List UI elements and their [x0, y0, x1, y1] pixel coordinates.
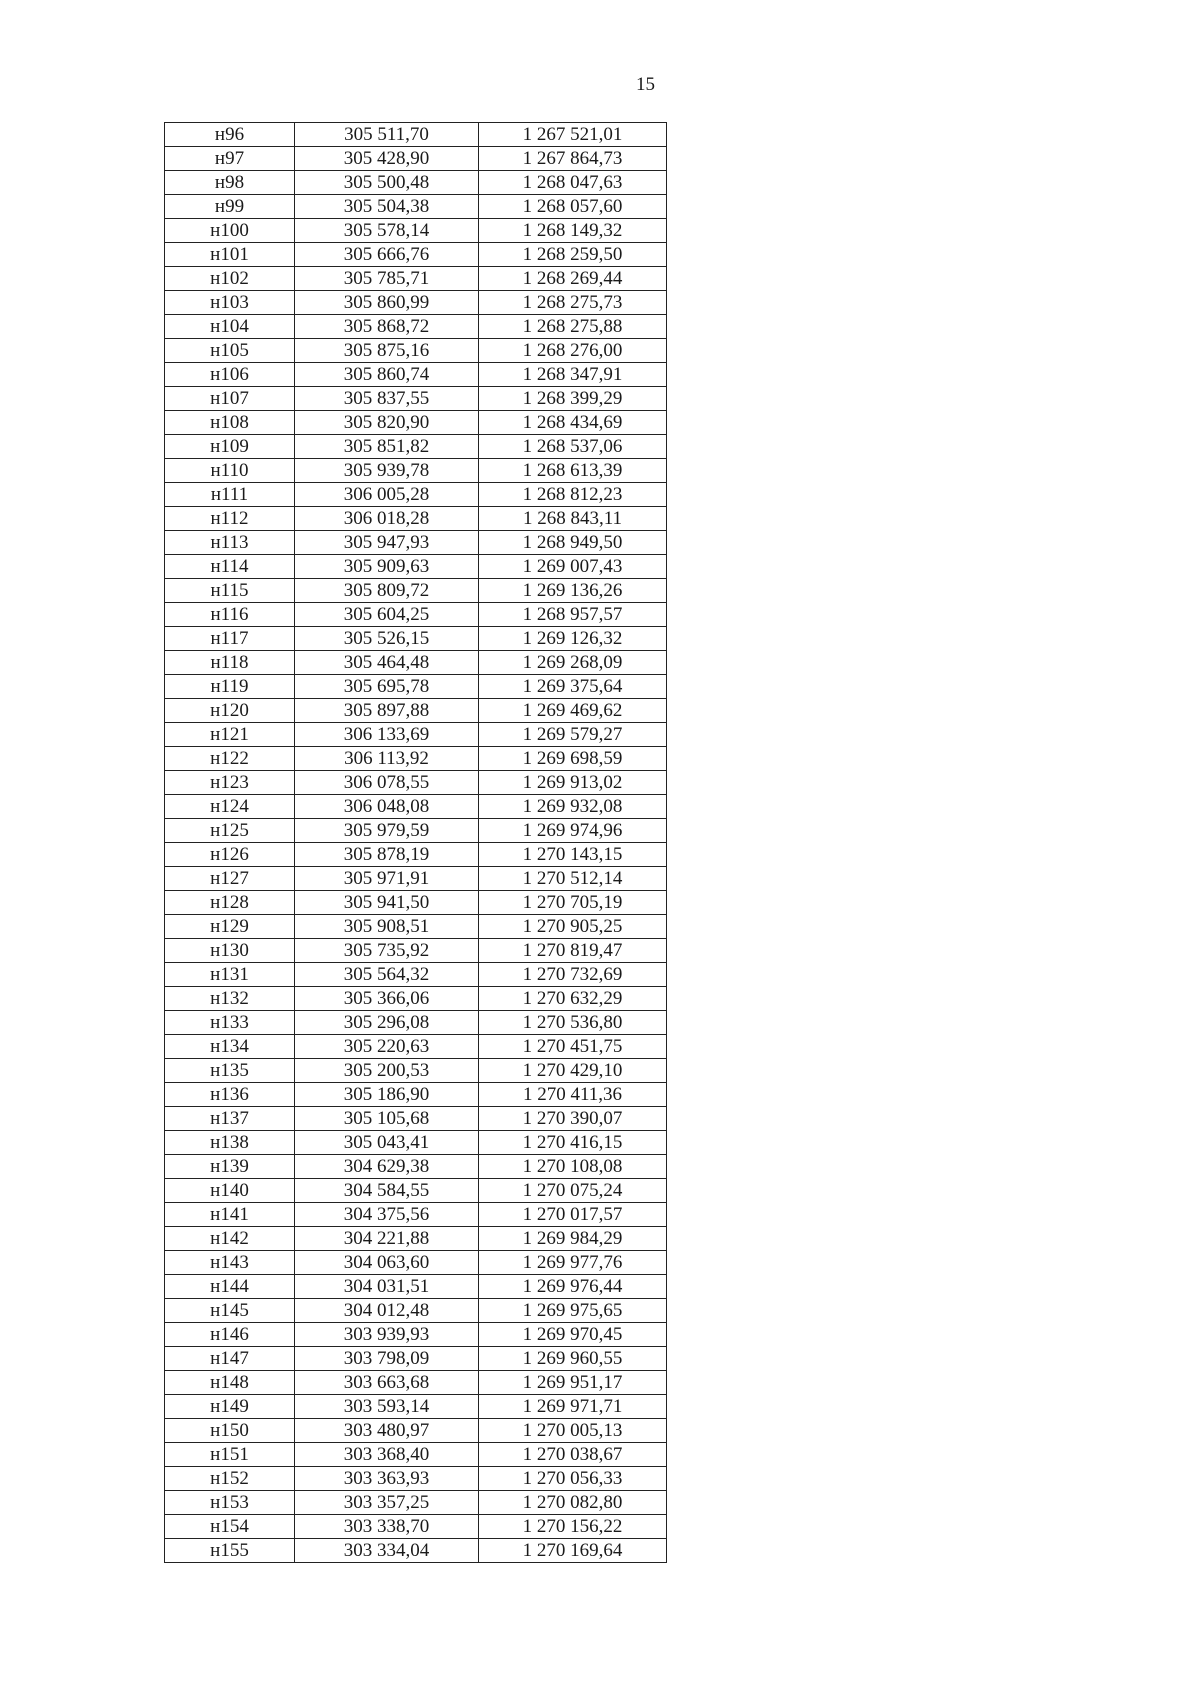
point-cell: н118 — [165, 651, 295, 675]
y-coordinate-cell: 1 270 451,75 — [479, 1035, 667, 1059]
coordinates-table — [164, 122, 667, 1563]
x-coordinate-cell: 303 663,68 — [295, 1371, 479, 1395]
table-row — [165, 1155, 667, 1179]
y-coordinate-cell: 1 268 949,50 — [479, 531, 667, 555]
y-coordinate-cell: 1 268 812,23 — [479, 483, 667, 507]
x-coordinate-cell: 303 593,14 — [295, 1395, 479, 1419]
table-row — [165, 1467, 667, 1491]
x-coordinate-cell: 303 368,40 — [295, 1443, 479, 1467]
point-cell: н150 — [165, 1419, 295, 1443]
table-row — [165, 1059, 667, 1083]
table-row — [165, 147, 667, 171]
table-row — [165, 627, 667, 651]
x-coordinate-cell: 306 113,92 — [295, 747, 479, 771]
table-row — [165, 243, 667, 267]
x-coordinate-cell: 305 878,19 — [295, 843, 479, 867]
point-cell: н130 — [165, 939, 295, 963]
x-coordinate-cell: 306 133,69 — [295, 723, 479, 747]
x-coordinate-cell: 305 897,88 — [295, 699, 479, 723]
y-coordinate-cell: 1 270 169,64 — [479, 1539, 667, 1563]
y-coordinate-cell: 1 269 975,65 — [479, 1299, 667, 1323]
table-row — [165, 1515, 667, 1539]
y-coordinate-cell: 1 270 536,80 — [479, 1011, 667, 1035]
table-row — [165, 603, 667, 627]
table-row — [165, 939, 667, 963]
point-cell: н114 — [165, 555, 295, 579]
point-cell: н117 — [165, 627, 295, 651]
y-coordinate-cell: 1 268 613,39 — [479, 459, 667, 483]
point-cell: н106 — [165, 363, 295, 387]
point-cell: н116 — [165, 603, 295, 627]
table-row — [165, 843, 667, 867]
table-row — [165, 1131, 667, 1155]
point-cell: н135 — [165, 1059, 295, 1083]
table-row — [165, 267, 667, 291]
x-coordinate-cell: 305 366,06 — [295, 987, 479, 1011]
point-cell: н100 — [165, 219, 295, 243]
x-coordinate-cell: 305 220,63 — [295, 1035, 479, 1059]
table-row — [165, 1539, 667, 1563]
x-coordinate-cell: 305 785,71 — [295, 267, 479, 291]
y-coordinate-cell: 1 270 905,25 — [479, 915, 667, 939]
table-row — [165, 171, 667, 195]
x-coordinate-cell: 304 584,55 — [295, 1179, 479, 1203]
y-coordinate-cell: 1 269 579,27 — [479, 723, 667, 747]
x-coordinate-cell: 304 063,60 — [295, 1251, 479, 1275]
table-row — [165, 963, 667, 987]
table-row — [165, 291, 667, 315]
y-coordinate-cell: 1 269 974,96 — [479, 819, 667, 843]
point-cell: н128 — [165, 891, 295, 915]
table-row — [165, 1179, 667, 1203]
table-row — [165, 219, 667, 243]
point-cell: н113 — [165, 531, 295, 555]
x-coordinate-cell: 306 048,08 — [295, 795, 479, 819]
y-coordinate-cell: 1 269 126,32 — [479, 627, 667, 651]
point-cell: н110 — [165, 459, 295, 483]
x-coordinate-cell: 305 666,76 — [295, 243, 479, 267]
x-coordinate-cell: 305 851,82 — [295, 435, 479, 459]
table-row — [165, 1083, 667, 1107]
table-row — [165, 315, 667, 339]
y-coordinate-cell: 1 270 732,69 — [479, 963, 667, 987]
table-row — [165, 651, 667, 675]
point-cell: н146 — [165, 1323, 295, 1347]
table-row — [165, 1203, 667, 1227]
y-coordinate-cell: 1 268 149,32 — [479, 219, 667, 243]
point-cell: н127 — [165, 867, 295, 891]
table-row — [165, 867, 667, 891]
point-cell: н112 — [165, 507, 295, 531]
coordinates-table-body — [165, 123, 667, 1563]
point-cell: н147 — [165, 1347, 295, 1371]
x-coordinate-cell: 305 464,48 — [295, 651, 479, 675]
y-coordinate-cell: 1 268 347,91 — [479, 363, 667, 387]
point-cell: н111 — [165, 483, 295, 507]
table-row — [165, 747, 667, 771]
table-row — [165, 1299, 667, 1323]
point-cell: н123 — [165, 771, 295, 795]
x-coordinate-cell: 304 375,56 — [295, 1203, 479, 1227]
point-cell: н115 — [165, 579, 295, 603]
y-coordinate-cell: 1 270 082,80 — [479, 1491, 667, 1515]
table-row — [165, 891, 667, 915]
x-coordinate-cell: 305 105,68 — [295, 1107, 479, 1131]
point-cell: н125 — [165, 819, 295, 843]
y-coordinate-cell: 1 269 970,45 — [479, 1323, 667, 1347]
table-row — [165, 1419, 667, 1443]
table-row — [165, 699, 667, 723]
point-cell: н129 — [165, 915, 295, 939]
y-coordinate-cell: 1 270 108,08 — [479, 1155, 667, 1179]
point-cell: н134 — [165, 1035, 295, 1059]
point-cell: н154 — [165, 1515, 295, 1539]
table-row — [165, 531, 667, 555]
y-coordinate-cell: 1 269 951,17 — [479, 1371, 667, 1395]
x-coordinate-cell: 305 564,32 — [295, 963, 479, 987]
point-cell: н108 — [165, 411, 295, 435]
y-coordinate-cell: 1 268 047,63 — [479, 171, 667, 195]
y-coordinate-cell: 1 268 843,11 — [479, 507, 667, 531]
point-cell: н101 — [165, 243, 295, 267]
table-row — [165, 987, 667, 1011]
point-cell: н140 — [165, 1179, 295, 1203]
point-cell: н124 — [165, 795, 295, 819]
table-row — [165, 1275, 667, 1299]
table-row — [165, 435, 667, 459]
x-coordinate-cell: 305 979,59 — [295, 819, 479, 843]
y-coordinate-cell: 1 269 268,09 — [479, 651, 667, 675]
x-coordinate-cell: 305 868,72 — [295, 315, 479, 339]
y-coordinate-cell: 1 268 269,44 — [479, 267, 667, 291]
x-coordinate-cell: 305 511,70 — [295, 123, 479, 147]
y-coordinate-cell: 1 268 434,69 — [479, 411, 667, 435]
point-cell: н132 — [165, 987, 295, 1011]
table-row — [165, 795, 667, 819]
y-coordinate-cell: 1 270 156,22 — [479, 1515, 667, 1539]
x-coordinate-cell: 305 296,08 — [295, 1011, 479, 1035]
x-coordinate-cell: 305 604,25 — [295, 603, 479, 627]
point-cell: н96 — [165, 123, 295, 147]
y-coordinate-cell: 1 269 469,62 — [479, 699, 667, 723]
y-coordinate-cell: 1 270 705,19 — [479, 891, 667, 915]
x-coordinate-cell: 305 971,91 — [295, 867, 479, 891]
table-row — [165, 1011, 667, 1035]
point-cell: н153 — [165, 1491, 295, 1515]
y-coordinate-cell: 1 269 913,02 — [479, 771, 667, 795]
point-cell: н126 — [165, 843, 295, 867]
x-coordinate-cell: 304 221,88 — [295, 1227, 479, 1251]
point-cell: н148 — [165, 1371, 295, 1395]
table-row — [165, 483, 667, 507]
x-coordinate-cell: 303 480,97 — [295, 1419, 479, 1443]
x-coordinate-cell: 305 820,90 — [295, 411, 479, 435]
table-row — [165, 1491, 667, 1515]
x-coordinate-cell: 305 908,51 — [295, 915, 479, 939]
x-coordinate-cell: 306 018,28 — [295, 507, 479, 531]
y-coordinate-cell: 1 270 390,07 — [479, 1107, 667, 1131]
table-row — [165, 1371, 667, 1395]
table-row — [165, 915, 667, 939]
point-cell: н139 — [165, 1155, 295, 1179]
x-coordinate-cell: 305 860,99 — [295, 291, 479, 315]
point-cell: н109 — [165, 435, 295, 459]
point-cell: н138 — [165, 1131, 295, 1155]
y-coordinate-cell: 1 269 007,43 — [479, 555, 667, 579]
x-coordinate-cell: 305 939,78 — [295, 459, 479, 483]
y-coordinate-cell: 1 270 416,15 — [479, 1131, 667, 1155]
y-coordinate-cell: 1 268 275,73 — [479, 291, 667, 315]
x-coordinate-cell: 304 012,48 — [295, 1299, 479, 1323]
y-coordinate-cell: 1 270 038,67 — [479, 1443, 667, 1467]
x-coordinate-cell: 304 031,51 — [295, 1275, 479, 1299]
point-cell: н107 — [165, 387, 295, 411]
table-row — [165, 771, 667, 795]
point-cell: н141 — [165, 1203, 295, 1227]
y-coordinate-cell: 1 268 275,88 — [479, 315, 667, 339]
y-coordinate-cell: 1 267 521,01 — [479, 123, 667, 147]
x-coordinate-cell: 303 357,25 — [295, 1491, 479, 1515]
y-coordinate-cell: 1 270 143,15 — [479, 843, 667, 867]
point-cell: н105 — [165, 339, 295, 363]
table-row — [165, 579, 667, 603]
y-coordinate-cell: 1 270 819,47 — [479, 939, 667, 963]
x-coordinate-cell: 305 428,90 — [295, 147, 479, 171]
x-coordinate-cell: 305 504,38 — [295, 195, 479, 219]
table-row — [165, 507, 667, 531]
x-coordinate-cell: 303 363,93 — [295, 1467, 479, 1491]
y-coordinate-cell: 1 268 399,29 — [479, 387, 667, 411]
table-row — [165, 675, 667, 699]
point-cell: н149 — [165, 1395, 295, 1419]
point-cell: н99 — [165, 195, 295, 219]
y-coordinate-cell: 1 270 056,33 — [479, 1467, 667, 1491]
table-row — [165, 1035, 667, 1059]
x-coordinate-cell: 305 735,92 — [295, 939, 479, 963]
x-coordinate-cell: 305 947,93 — [295, 531, 479, 555]
x-coordinate-cell: 305 941,50 — [295, 891, 479, 915]
y-coordinate-cell: 1 268 537,06 — [479, 435, 667, 459]
y-coordinate-cell: 1 270 017,57 — [479, 1203, 667, 1227]
y-coordinate-cell: 1 268 957,57 — [479, 603, 667, 627]
point-cell: н155 — [165, 1539, 295, 1563]
x-coordinate-cell: 305 837,55 — [295, 387, 479, 411]
y-coordinate-cell: 1 268 259,50 — [479, 243, 667, 267]
y-coordinate-cell: 1 268 057,60 — [479, 195, 667, 219]
y-coordinate-cell: 1 269 932,08 — [479, 795, 667, 819]
point-cell: н145 — [165, 1299, 295, 1323]
y-coordinate-cell: 1 270 632,29 — [479, 987, 667, 1011]
y-coordinate-cell: 1 269 960,55 — [479, 1347, 667, 1371]
x-coordinate-cell: 305 695,78 — [295, 675, 479, 699]
y-coordinate-cell: 1 267 864,73 — [479, 147, 667, 171]
x-coordinate-cell: 303 939,93 — [295, 1323, 479, 1347]
point-cell: н120 — [165, 699, 295, 723]
table-row — [165, 555, 667, 579]
y-coordinate-cell: 1 269 984,29 — [479, 1227, 667, 1251]
table-row — [165, 339, 667, 363]
x-coordinate-cell: 306 005,28 — [295, 483, 479, 507]
table-row — [165, 1395, 667, 1419]
y-coordinate-cell: 1 269 136,26 — [479, 579, 667, 603]
x-coordinate-cell: 305 860,74 — [295, 363, 479, 387]
point-cell: н121 — [165, 723, 295, 747]
point-cell: н152 — [165, 1467, 295, 1491]
point-cell: н143 — [165, 1251, 295, 1275]
y-coordinate-cell: 1 269 375,64 — [479, 675, 667, 699]
x-coordinate-cell: 305 186,90 — [295, 1083, 479, 1107]
y-coordinate-cell: 1 270 429,10 — [479, 1059, 667, 1083]
page-number: 15 — [636, 74, 655, 95]
y-coordinate-cell: 1 268 276,00 — [479, 339, 667, 363]
y-coordinate-cell: 1 269 971,71 — [479, 1395, 667, 1419]
x-coordinate-cell: 306 078,55 — [295, 771, 479, 795]
table-row — [165, 1227, 667, 1251]
x-coordinate-cell: 305 578,14 — [295, 219, 479, 243]
point-cell: н131 — [165, 963, 295, 987]
x-coordinate-cell: 303 338,70 — [295, 1515, 479, 1539]
y-coordinate-cell: 1 269 976,44 — [479, 1275, 667, 1299]
point-cell: н136 — [165, 1083, 295, 1107]
table-row — [165, 195, 667, 219]
x-coordinate-cell: 305 809,72 — [295, 579, 479, 603]
point-cell: н98 — [165, 171, 295, 195]
table-row — [165, 123, 667, 147]
table-row — [165, 1443, 667, 1467]
point-cell: н119 — [165, 675, 295, 699]
point-cell: н97 — [165, 147, 295, 171]
table-row — [165, 1347, 667, 1371]
y-coordinate-cell: 1 270 411,36 — [479, 1083, 667, 1107]
point-cell: н104 — [165, 315, 295, 339]
table-row — [165, 411, 667, 435]
y-coordinate-cell: 1 269 698,59 — [479, 747, 667, 771]
table-row — [165, 1251, 667, 1275]
point-cell: н103 — [165, 291, 295, 315]
x-coordinate-cell: 305 200,53 — [295, 1059, 479, 1083]
point-cell: н122 — [165, 747, 295, 771]
x-coordinate-cell: 303 334,04 — [295, 1539, 479, 1563]
point-cell: н142 — [165, 1227, 295, 1251]
point-cell: н133 — [165, 1011, 295, 1035]
x-coordinate-cell: 305 500,48 — [295, 171, 479, 195]
y-coordinate-cell: 1 270 512,14 — [479, 867, 667, 891]
point-cell: н137 — [165, 1107, 295, 1131]
point-cell: н144 — [165, 1275, 295, 1299]
point-cell: н151 — [165, 1443, 295, 1467]
y-coordinate-cell: 1 270 005,13 — [479, 1419, 667, 1443]
table-row — [165, 1107, 667, 1131]
table-row — [165, 1323, 667, 1347]
x-coordinate-cell: 303 798,09 — [295, 1347, 479, 1371]
table-row — [165, 723, 667, 747]
x-coordinate-cell: 305 526,15 — [295, 627, 479, 651]
table-row — [165, 363, 667, 387]
table-row — [165, 819, 667, 843]
x-coordinate-cell: 305 043,41 — [295, 1131, 479, 1155]
x-coordinate-cell: 304 629,38 — [295, 1155, 479, 1179]
y-coordinate-cell: 1 270 075,24 — [479, 1179, 667, 1203]
x-coordinate-cell: 305 909,63 — [295, 555, 479, 579]
x-coordinate-cell: 305 875,16 — [295, 339, 479, 363]
point-cell: н102 — [165, 267, 295, 291]
table-row — [165, 459, 667, 483]
y-coordinate-cell: 1 269 977,76 — [479, 1251, 667, 1275]
table-row — [165, 387, 667, 411]
